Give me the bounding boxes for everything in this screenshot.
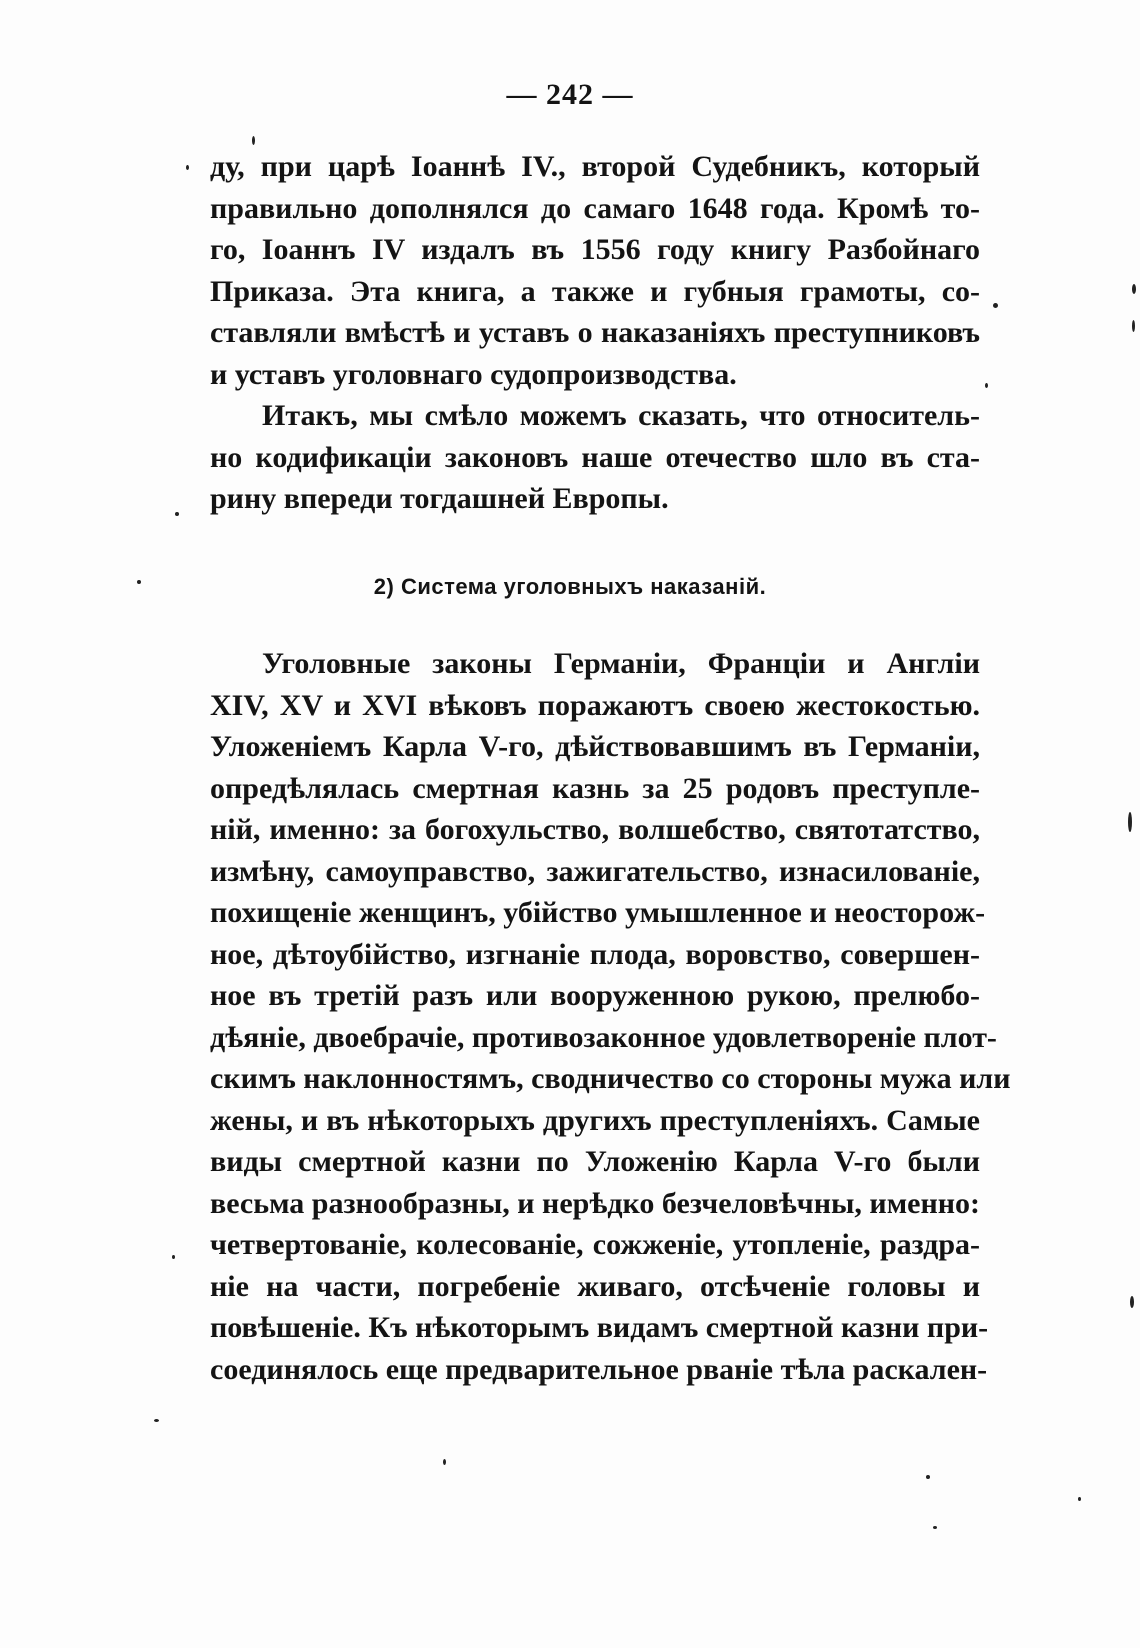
text-line: похищеніе женщинъ, убійство умышленное и неосторож- (210, 896, 986, 929)
text-line: го, Іоаннъ IV издалъ въ 1556 году книгу Разбойнаго (210, 233, 980, 266)
scan-speck (926, 1475, 930, 1479)
text-line: и уставъ уголовнаго судопроизводства. (210, 357, 737, 391)
scan-speck (933, 1526, 937, 1529)
scan-speck (252, 136, 255, 145)
text-line: ній, именно: за богохульство, волшебство, святотатство, (210, 813, 980, 846)
text-line: дѣяніе, двоебрачіе, противозаконное удовлетвореніе плот- (210, 1020, 997, 1054)
main-paragraph (210, 643, 1011, 1390)
text-line: Уложеніемъ Карла V-го, дѣйствовавшимъ въ Германіи, (210, 730, 980, 763)
scan-speck (137, 580, 141, 584)
text-line: ду, при царѣ Іоаннѣ IV., второй Судебникъ, который (210, 150, 980, 183)
text-line: четвертованіе, колесованіе, сожженіе, утопленіе, раздра- (210, 1228, 980, 1261)
text-line: правильно дополнялся до самаго 1648 года. Кромѣ то- (210, 191, 980, 225)
text-line: весьма разнообразны, и нерѣдко безчеловѣчны, именно: (210, 1186, 981, 1220)
text-line: рину впереди тогдашней Европы. (210, 482, 669, 515)
scan-speck (186, 165, 189, 170)
scan-speck (993, 303, 998, 308)
text-line: соединялось еще предварительное рваніе тѣла раскален- (210, 1352, 988, 1386)
scan-speck (175, 512, 179, 516)
text-line: жены, и въ нѣкоторыхъ другихъ преступленіяхъ. Самые (210, 1103, 980, 1137)
top-paragraph (210, 146, 980, 395)
scan-speck (172, 1255, 175, 1259)
text-line: измѣну, самоуправство, зажигательство, изнасилованіе, (210, 854, 980, 888)
scan-speck (1078, 1497, 1081, 1501)
text-line: Итакъ, мы смѣло можемъ сказать, что относитель- (262, 399, 980, 432)
text-line: XIV, XV и XVI вѣковъ поражаютъ своею жестокостью. (210, 688, 980, 722)
text-line: ное, дѣтоубійство, изгнаніе плода, воровство, совершен- (210, 937, 980, 971)
text-line: Уголовные законы Германіи, Франціи и Англіи (262, 647, 980, 680)
text-line: ное въ третій разъ или вооруженною рукою, прелюбо- (210, 979, 980, 1012)
text-line: виды смертной казни по Уложенію Карла V-го были (210, 1145, 980, 1178)
scan-speck (1128, 812, 1132, 832)
scan-speck (1132, 320, 1135, 332)
text-line: повѣшеніе. Къ нѣкоторымъ видамъ смертной казни при- (210, 1311, 989, 1344)
scan-speck (1130, 1296, 1134, 1308)
scan-speck (443, 1459, 446, 1465)
text-line: ніе на части, погребеніе живаго, отсѣченіе головы и (210, 1269, 980, 1303)
scan-speck (1132, 284, 1136, 294)
scan-speck (154, 1419, 159, 1422)
text-line: Приказа. Эта книга, а также и губныя грамоты, со- (210, 274, 980, 308)
text-line: ставляли вмѣстѣ и уставъ о наказаніяхъ преступниковъ (210, 316, 980, 349)
section-heading: 2) Система уголовныхъ наказаній. (373, 574, 767, 599)
text-line: опредѣлялась смертная казнь за 25 родовъ преступле- (210, 771, 980, 805)
scan-speck (985, 383, 988, 388)
second-paragraph (210, 395, 980, 520)
page-number: — 242 — (506, 78, 634, 111)
text-line: скимъ наклонностямъ, сводничество со стороны мужа или (210, 1062, 1011, 1095)
text-line: но кодификаціи законовъ наше отечество шло въ ста- (210, 440, 980, 474)
